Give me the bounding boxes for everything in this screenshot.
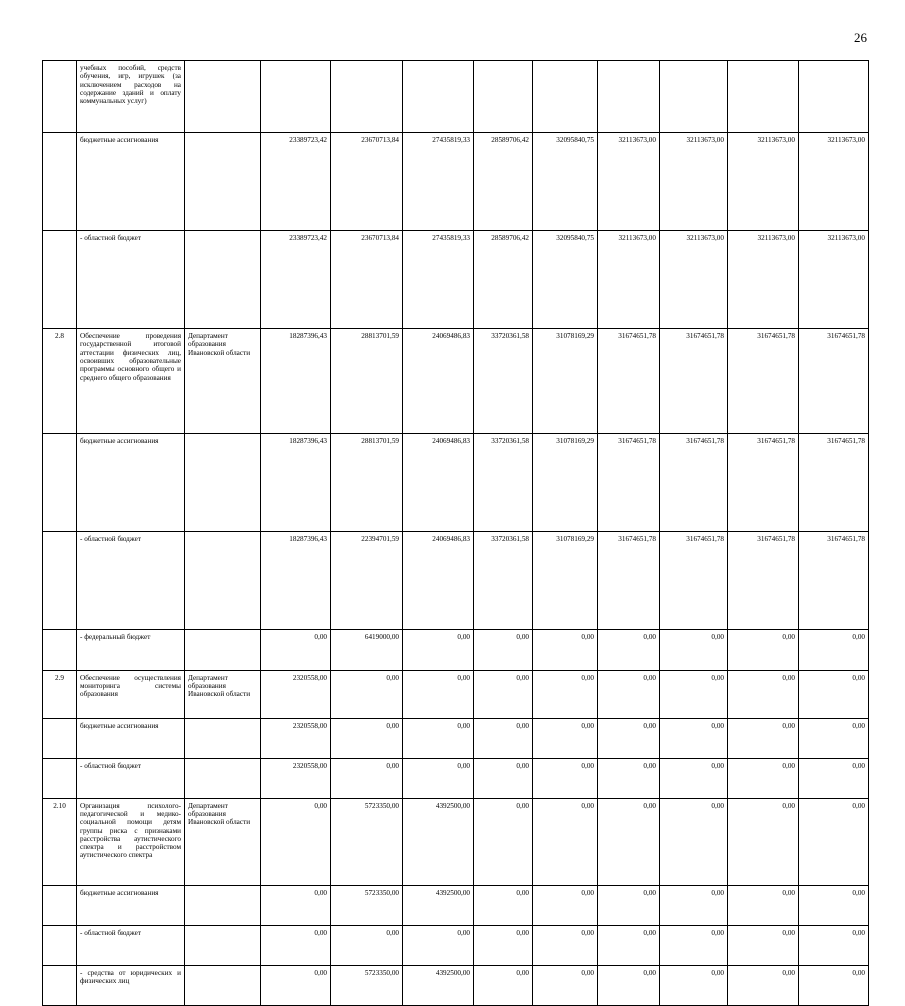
activity-name-cell: бюджетные ассигнования	[77, 718, 185, 758]
amount-cell: 0,00	[799, 630, 869, 670]
row-number-cell: 2.8	[43, 329, 77, 434]
amount-cell: 0,00	[474, 670, 533, 718]
amount-cell: 0,00	[533, 925, 598, 965]
amount-cell: 31674651,78	[799, 532, 869, 630]
amount-cell: 31674651,78	[660, 329, 728, 434]
amount-cell	[261, 61, 331, 133]
amount-cell: 31674651,78	[598, 329, 660, 434]
amount-cell: 0,00	[331, 925, 403, 965]
amount-cell: 0,00	[403, 630, 474, 670]
activity-name-cell: - областной бюджет	[77, 758, 185, 798]
activity-name-cell: - областной бюджет	[77, 925, 185, 965]
executor-cell: Департамент образования Ивановской области	[185, 329, 261, 434]
amount-cell: 23389723,42	[261, 231, 331, 329]
amount-cell: 0,00	[799, 966, 869, 1006]
amount-cell: 0,00	[474, 925, 533, 965]
amount-cell: 0,00	[533, 798, 598, 885]
amount-cell: 0,00	[660, 718, 728, 758]
amount-cell: 33720361,58	[474, 329, 533, 434]
amount-cell: 31674651,78	[728, 434, 799, 532]
amount-cell: 2320558,00	[261, 670, 331, 718]
table-row	[43, 798, 869, 885]
amount-cell: 0,00	[598, 670, 660, 718]
amount-cell: 0,00	[474, 885, 533, 925]
amount-cell: 5723350,00	[331, 966, 403, 1006]
amount-cell: 31078169,29	[533, 329, 598, 434]
amount-cell: 0,00	[728, 670, 799, 718]
amount-cell: 2320558,00	[261, 758, 331, 798]
amount-cell: 0,00	[660, 966, 728, 1006]
amount-cell: 31674651,78	[799, 329, 869, 434]
amount-cell: 0,00	[728, 925, 799, 965]
amount-cell: 5723350,00	[331, 798, 403, 885]
amount-cell: 27435819,33	[403, 133, 474, 231]
table-body	[43, 61, 869, 1006]
amount-cell: 18287396,43	[261, 532, 331, 630]
amount-cell: 0,00	[403, 925, 474, 965]
amount-cell: 31078169,29	[533, 434, 598, 532]
executor-cell	[185, 630, 261, 670]
amount-cell: 31674651,78	[728, 329, 799, 434]
amount-cell: 23670713,84	[331, 133, 403, 231]
row-number-cell	[43, 885, 77, 925]
amount-cell: 32095840,75	[533, 231, 598, 329]
amount-cell: 0,00	[533, 630, 598, 670]
amount-cell: 31674651,78	[598, 532, 660, 630]
amount-cell	[728, 61, 799, 133]
executor-cell: Департамент образования Ивановской области	[185, 798, 261, 885]
amount-cell: 18287396,43	[261, 329, 331, 434]
amount-cell: 22394701,59	[331, 532, 403, 630]
executor-cell	[185, 718, 261, 758]
amount-cell: 33720361,58	[474, 532, 533, 630]
table-row	[43, 630, 869, 670]
amount-cell: 0,00	[474, 758, 533, 798]
amount-cell: 0,00	[799, 758, 869, 798]
amount-cell: 28589706,42	[474, 133, 533, 231]
amount-cell: 0,00	[660, 758, 728, 798]
table-row	[43, 758, 869, 798]
activity-name-cell: бюджетные ассигнования	[77, 133, 185, 231]
executor-cell	[185, 133, 261, 231]
amount-cell	[660, 61, 728, 133]
amount-cell: 0,00	[261, 966, 331, 1006]
amount-cell: 32113673,00	[598, 133, 660, 231]
amount-cell: 0,00	[660, 885, 728, 925]
amount-cell: 0,00	[403, 670, 474, 718]
amount-cell: 6419000,00	[331, 630, 403, 670]
executor-cell	[185, 231, 261, 329]
amount-cell: 31674651,78	[728, 532, 799, 630]
activity-name-cell: Обеспечение проведения государственной итоговой аттестации физических лиц, освоивших образовательные программы основного общего и среднего общего образования	[77, 329, 185, 434]
executor-cell	[185, 61, 261, 133]
amount-cell: 0,00	[728, 718, 799, 758]
table-row	[43, 718, 869, 758]
amount-cell: 0,00	[533, 670, 598, 718]
amount-cell: 0,00	[331, 758, 403, 798]
amount-cell: 2320558,00	[261, 718, 331, 758]
amount-cell: 4392500,00	[403, 798, 474, 885]
row-number-cell	[43, 61, 77, 133]
amount-cell: 31078169,29	[533, 532, 598, 630]
amount-cell: 0,00	[799, 885, 869, 925]
row-number-cell	[43, 434, 77, 532]
amount-cell: 0,00	[728, 885, 799, 925]
amount-cell: 0,00	[261, 885, 331, 925]
amount-cell: 0,00	[728, 798, 799, 885]
amount-cell: 32113673,00	[799, 133, 869, 231]
amount-cell: 24069486,83	[403, 329, 474, 434]
amount-cell: 28813701,59	[331, 329, 403, 434]
amount-cell: 32095840,75	[533, 133, 598, 231]
amount-cell: 31674651,78	[660, 434, 728, 532]
amount-cell: 31674651,78	[799, 434, 869, 532]
amount-cell: 0,00	[474, 798, 533, 885]
amount-cell: 0,00	[474, 630, 533, 670]
amount-cell: 24069486,83	[403, 532, 474, 630]
amount-cell: 0,00	[728, 966, 799, 1006]
executor-cell	[185, 885, 261, 925]
amount-cell: 0,00	[474, 718, 533, 758]
amount-cell	[799, 61, 869, 133]
amount-cell: 0,00	[261, 798, 331, 885]
amount-cell: 0,00	[598, 798, 660, 885]
amount-cell: 0,00	[533, 758, 598, 798]
amount-cell: 0,00	[474, 966, 533, 1006]
amount-cell: 23670713,84	[331, 231, 403, 329]
row-number-cell	[43, 532, 77, 630]
activity-name-cell: Организация психолого-педагогической и медико-социальной помощи детям группы риска с признаками расстройства аутистического спектра и расстройством аутистического спектра	[77, 798, 185, 885]
amount-cell: 32113673,00	[799, 231, 869, 329]
amount-cell	[331, 61, 403, 133]
amount-cell: 18287396,43	[261, 434, 331, 532]
amount-cell: 0,00	[660, 798, 728, 885]
row-number-cell	[43, 231, 77, 329]
table-row	[43, 966, 869, 1006]
table-row	[43, 231, 869, 329]
table-row	[43, 532, 869, 630]
amount-cell: 0,00	[660, 630, 728, 670]
amount-cell: 28813701,59	[331, 434, 403, 532]
activity-name-cell: учебных пособий, средств обучения, игр, игрушек (за исключением расходов на содержание зданий и оплату коммунальных услуг)	[77, 61, 185, 133]
amount-cell: 32113673,00	[660, 231, 728, 329]
row-number-cell	[43, 758, 77, 798]
row-number-cell	[43, 966, 77, 1006]
activity-name-cell: - федеральный бюджет	[77, 630, 185, 670]
amount-cell: 4392500,00	[403, 885, 474, 925]
amount-cell: 31674651,78	[660, 532, 728, 630]
amount-cell: 0,00	[799, 718, 869, 758]
table-row	[43, 885, 869, 925]
amount-cell: 28589706,42	[474, 231, 533, 329]
amount-cell: 31674651,78	[598, 434, 660, 532]
amount-cell: 27435819,33	[403, 231, 474, 329]
amount-cell: 0,00	[261, 925, 331, 965]
amount-cell: 4392500,00	[403, 966, 474, 1006]
amount-cell: 0,00	[728, 758, 799, 798]
amount-cell: 5723350,00	[331, 885, 403, 925]
amount-cell: 0,00	[598, 885, 660, 925]
executor-cell	[185, 966, 261, 1006]
amount-cell: 0,00	[799, 670, 869, 718]
executor-cell	[185, 758, 261, 798]
activity-name-cell: бюджетные ассигнования	[77, 885, 185, 925]
amount-cell: 0,00	[660, 670, 728, 718]
activity-name-cell: бюджетные ассигнования	[77, 434, 185, 532]
row-number-cell: 2.10	[43, 798, 77, 885]
amount-cell: 0,00	[331, 670, 403, 718]
executor-cell	[185, 434, 261, 532]
activity-name-cell: - областной бюджет	[77, 231, 185, 329]
amount-cell: 0,00	[403, 758, 474, 798]
amount-cell: 0,00	[533, 885, 598, 925]
table-row	[43, 670, 869, 718]
row-number-cell	[43, 925, 77, 965]
amount-cell: 0,00	[799, 925, 869, 965]
row-number-cell	[43, 133, 77, 231]
activity-name-cell: - средства от юридических и физических лиц	[77, 966, 185, 1006]
row-number-cell: 2.9	[43, 670, 77, 718]
budget-table	[42, 60, 869, 1006]
amount-cell: 24069486,83	[403, 434, 474, 532]
amount-cell: 32113673,00	[728, 133, 799, 231]
amount-cell	[403, 61, 474, 133]
amount-cell: 0,00	[261, 630, 331, 670]
amount-cell: 0,00	[728, 630, 799, 670]
executor-cell: Департамент образования Ивановской области	[185, 670, 261, 718]
table-row	[43, 133, 869, 231]
amount-cell: 0,00	[533, 966, 598, 1006]
amount-cell: 32113673,00	[728, 231, 799, 329]
row-number-cell	[43, 718, 77, 758]
amount-cell: 0,00	[331, 718, 403, 758]
amount-cell: 0,00	[598, 925, 660, 965]
amount-cell: 0,00	[598, 966, 660, 1006]
amount-cell: 33720361,58	[474, 434, 533, 532]
amount-cell	[533, 61, 598, 133]
amount-cell: 0,00	[533, 718, 598, 758]
table-row	[43, 925, 869, 965]
amount-cell: 32113673,00	[598, 231, 660, 329]
amount-cell: 23389723,42	[261, 133, 331, 231]
executor-cell	[185, 925, 261, 965]
table-row	[43, 61, 869, 133]
row-number-cell	[43, 630, 77, 670]
amount-cell: 0,00	[598, 630, 660, 670]
activity-name-cell: Обеспечение осуществления мониторинга системы образования	[77, 670, 185, 718]
executor-cell	[185, 532, 261, 630]
activity-name-cell: - областной бюджет	[77, 532, 185, 630]
amount-cell: 0,00	[403, 718, 474, 758]
table-row	[43, 434, 869, 532]
amount-cell	[474, 61, 533, 133]
amount-cell: 0,00	[598, 718, 660, 758]
amount-cell	[598, 61, 660, 133]
amount-cell: 32113673,00	[660, 133, 728, 231]
amount-cell: 0,00	[799, 798, 869, 885]
table-row	[43, 329, 869, 434]
amount-cell: 0,00	[660, 925, 728, 965]
amount-cell: 0,00	[598, 758, 660, 798]
page-number: 26	[854, 30, 867, 45]
